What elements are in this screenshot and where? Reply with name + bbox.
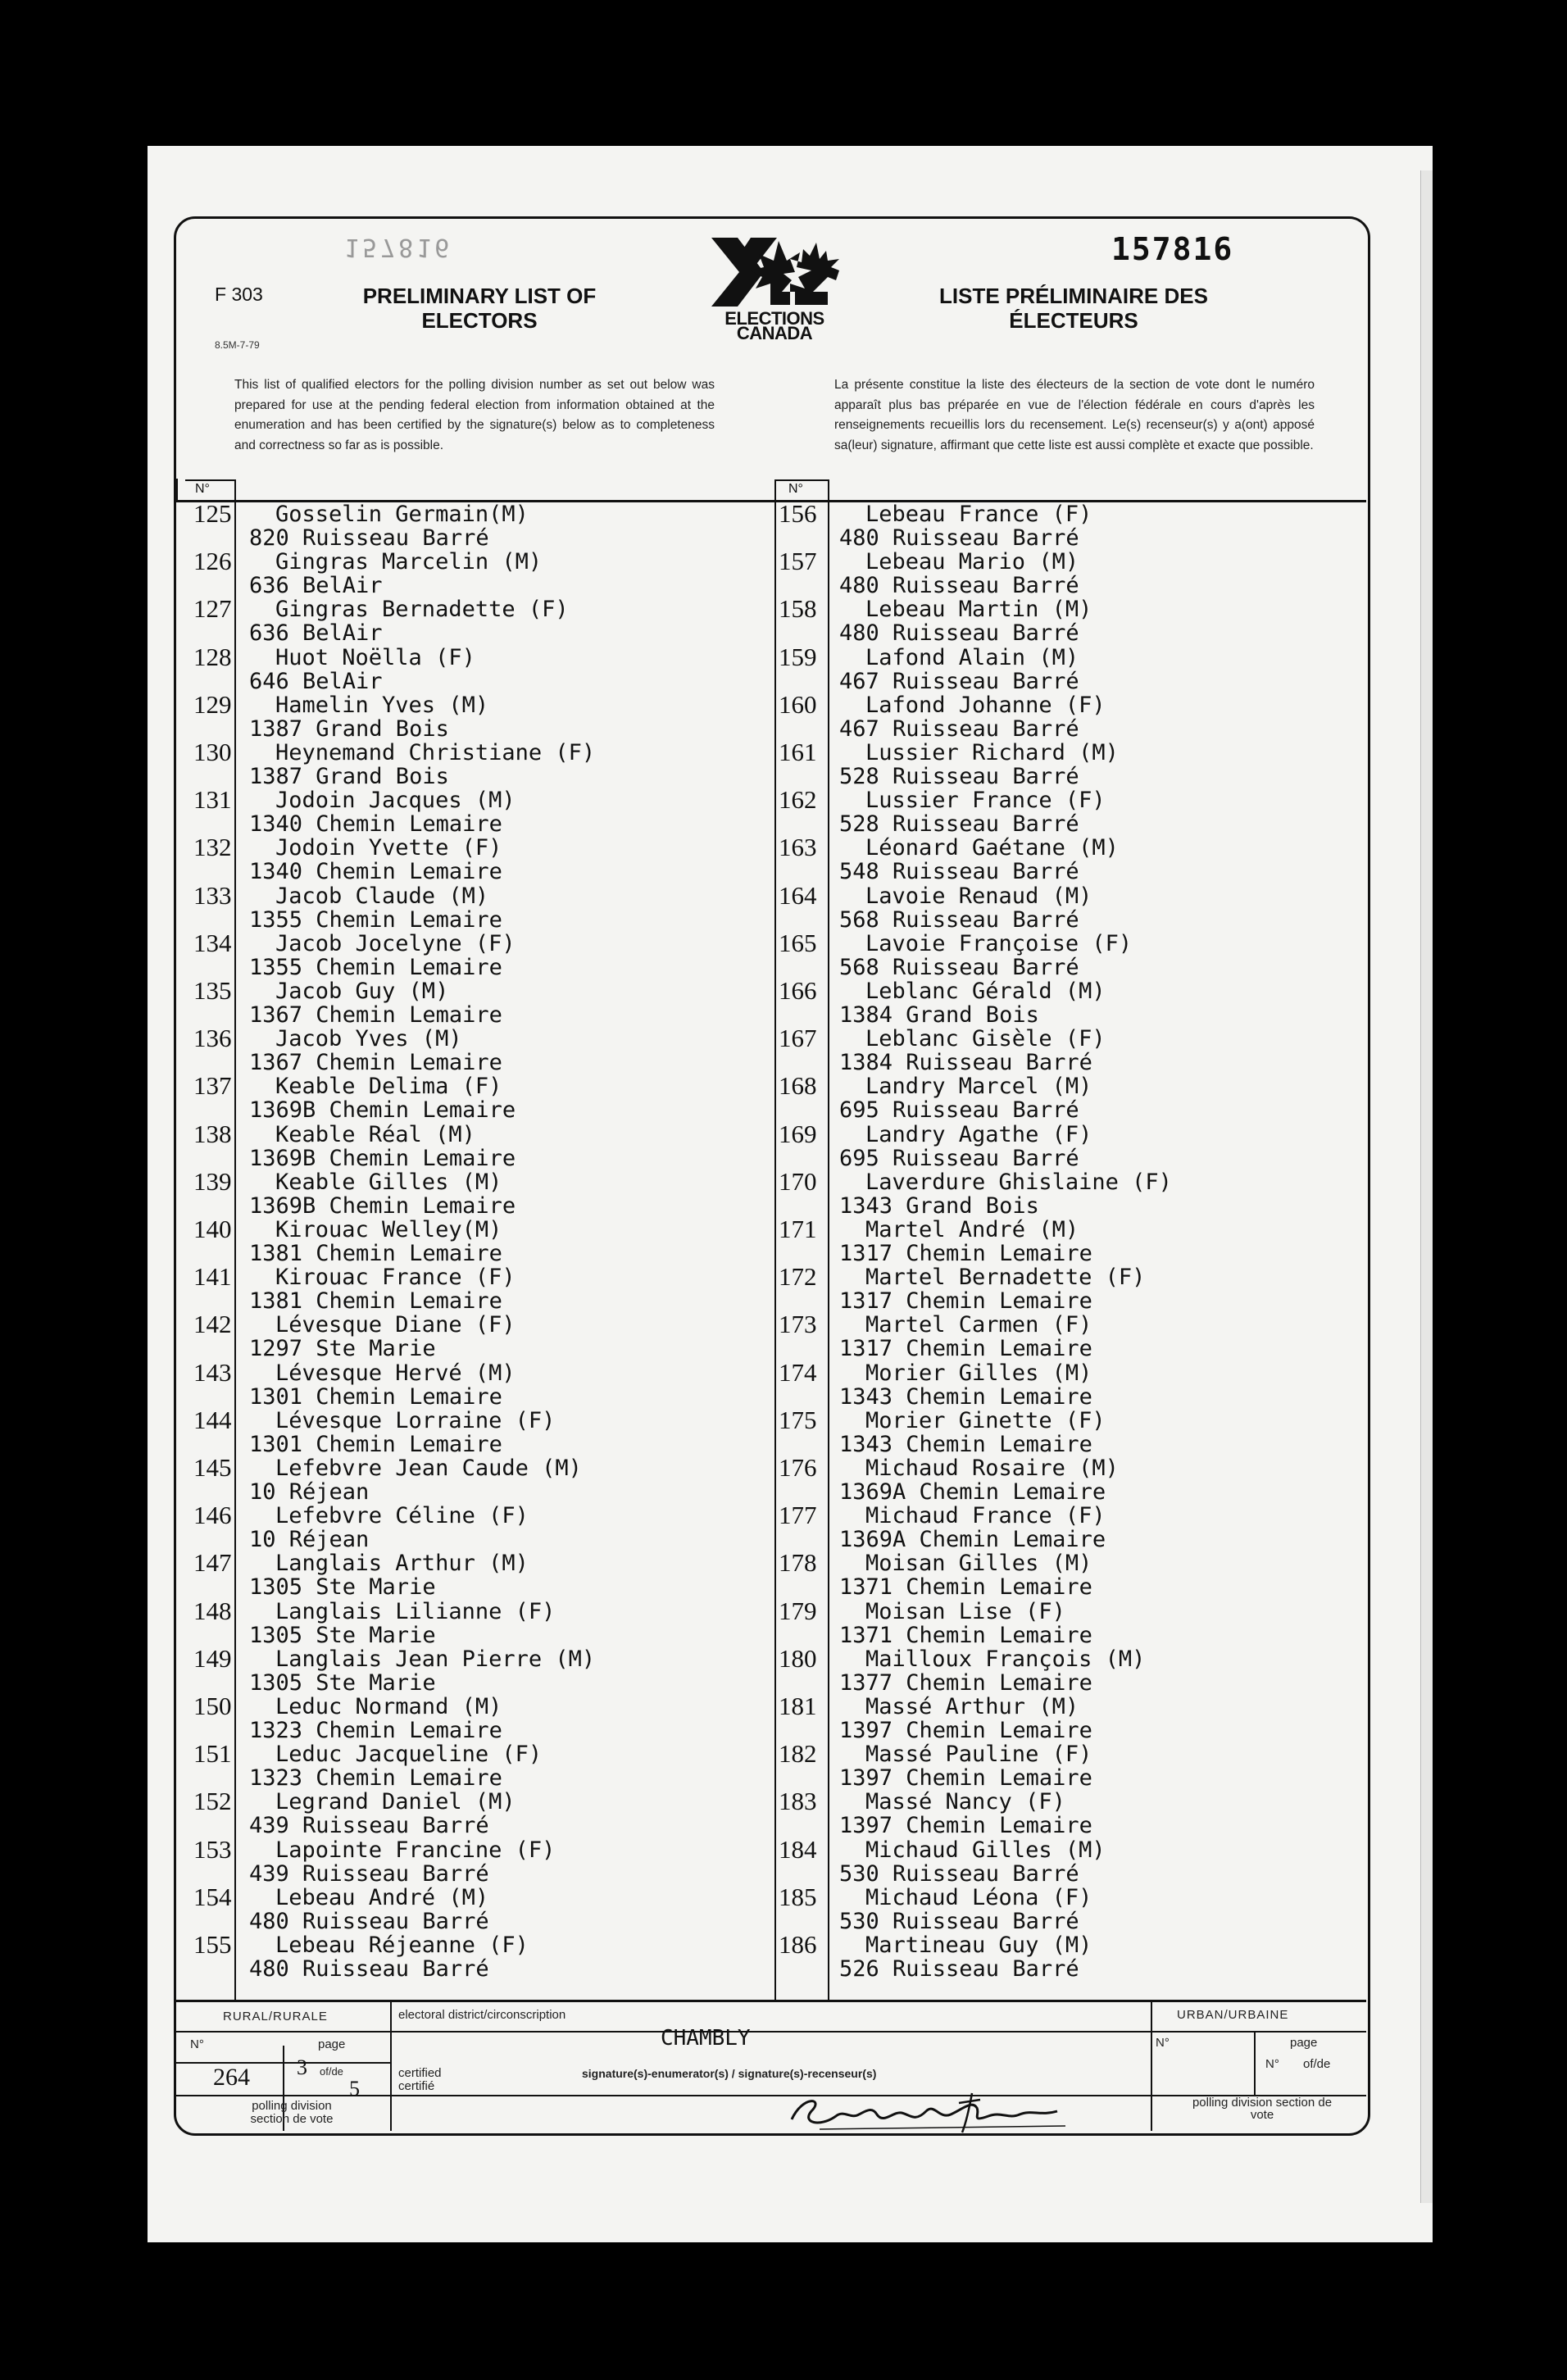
- elector-address: 1317 Chemin Lemaire: [839, 1336, 1092, 1362]
- maple-leaf-x-icon: [705, 234, 844, 308]
- elector-address: 530 Ruisseau Barré: [839, 1860, 1079, 1887]
- elector-name: Leduc Jacqueline (F): [275, 1742, 543, 1768]
- elections-canada-logo: [705, 234, 844, 341]
- entry-number: 180: [779, 1643, 817, 1673]
- elector-name: Legrand Daniel (M): [275, 1789, 516, 1815]
- entry-number: 175: [779, 1405, 817, 1434]
- footer-top-rule: [176, 2000, 1366, 2002]
- elector-name: Leduc Normand (M): [275, 1694, 502, 1719]
- elector-address: 1377 Chemin Lemaire: [839, 1669, 1092, 1696]
- elector-name: Jodoin Yvette (F): [275, 835, 502, 861]
- elector-address: 439 Ruisseau Barré: [249, 1860, 489, 1887]
- elector-address: 568 Ruisseau Barré: [839, 906, 1079, 933]
- elector-address: 1323 Chemin Lemaire: [249, 1765, 502, 1792]
- entry-number: 154: [193, 1882, 232, 1911]
- entry-number: 172: [779, 1262, 817, 1292]
- elector-name: Massé Arthur (M): [865, 1694, 1079, 1719]
- elector-name: Langlais Lilianne (F): [275, 1598, 556, 1624]
- entry-number: 174: [779, 1357, 817, 1387]
- logo-text-canada: CANADA: [736, 323, 813, 343]
- elector-name: Martel André (M): [865, 1217, 1079, 1242]
- elector-name: Lavoie Renaud (M): [865, 883, 1092, 909]
- entry-number: 171: [779, 1215, 817, 1243]
- rural-label: RURAL/RURALE: [223, 2010, 328, 2023]
- entry-number: 134: [193, 928, 232, 957]
- entry-number: 161: [779, 738, 817, 766]
- elector-name: Hamelin Yves (M): [275, 692, 489, 718]
- page-number: 3: [297, 2055, 307, 2079]
- entry-number: 167: [779, 1024, 817, 1053]
- print-code: 8.5M-7-79: [215, 339, 260, 351]
- polling-division-number: 264: [213, 2064, 250, 2091]
- elector-name: Gingras Bernadette (F): [275, 597, 569, 623]
- elector-address: 1384 Ruisseau Barré: [839, 1050, 1092, 1076]
- title-french: LISTE PRÉLIMINAIRE DES ÉLECTEURS: [939, 284, 1208, 333]
- elector-address: 480 Ruisseau Barré: [839, 620, 1079, 647]
- ghost-serial-number: 157816: [344, 233, 453, 261]
- footer-mid-rule: [176, 2031, 1366, 2033]
- elector-address: 1369B Chemin Lemaire: [249, 1192, 516, 1219]
- intro-english: This list of qualified electors for the polling division number as set out below was prepared for use at the pending federal election from information obtained at the enumeration and has been certified by the signature(s) below as to completeness and correctness so far as is possible.: [234, 378, 715, 452]
- polling-division-label: polling division section de vote: [250, 2099, 334, 2126]
- entry-number: 140: [193, 1215, 232, 1243]
- elector-name: Michaud Gilles (M): [865, 1837, 1106, 1863]
- footer-urban-page-divider: [1254, 2033, 1256, 2095]
- entry-number: 136: [193, 1024, 232, 1053]
- num-header-box-left: [185, 479, 234, 481]
- elector-name: Morier Gilles (M): [865, 1360, 1092, 1386]
- footer-rural-divider: [390, 2000, 392, 2131]
- elector-name: Massé Pauline (F): [865, 1742, 1092, 1768]
- elector-name: Lussier Richard (M): [865, 740, 1119, 765]
- entry-number: 133: [193, 880, 232, 910]
- elector-address: 1317 Chemin Lemaire: [839, 1288, 1092, 1315]
- elector-name: Leblanc Gisèle (F): [865, 1026, 1106, 1052]
- elector-address: 1367 Chemin Lemaire: [249, 1050, 502, 1076]
- elector-name: Keable Delima (F): [275, 1074, 502, 1100]
- entry-number: 148: [193, 1596, 232, 1625]
- entry-number: 143: [193, 1357, 232, 1387]
- footer-urban-divider: [1151, 2000, 1152, 2131]
- entry-number: 150: [193, 1692, 232, 1720]
- elector-name: Keable Réal (M): [275, 1121, 475, 1147]
- elector-address: 1397 Chemin Lemaire: [839, 1813, 1092, 1839]
- entry-number: 147: [193, 1548, 232, 1578]
- elector-address: 10 Réjean: [249, 1479, 370, 1505]
- elector-address: 1297 Ste Marie: [249, 1336, 436, 1362]
- elector-name: Moisan Lise (F): [865, 1598, 1065, 1624]
- elector-name: Jacob Jocelyne (F): [275, 930, 516, 956]
- elector-name: Lebeau Martin (M): [865, 597, 1092, 623]
- elector-name: Kirouac France (F): [275, 1265, 516, 1291]
- logo-text-elections: ELECTIONS: [724, 308, 824, 329]
- elector-address: 528 Ruisseau Barré: [839, 764, 1079, 789]
- elector-name: Lefebvre Jean Caude (M): [275, 1456, 582, 1481]
- entry-number: 151: [193, 1739, 232, 1769]
- elector-address: 10 Réjean: [249, 1527, 370, 1553]
- elector-name: Mailloux François (M): [865, 1646, 1146, 1672]
- elector-address: 530 Ruisseau Barré: [839, 1908, 1079, 1934]
- elector-address: 1367 Chemin Lemaire: [249, 1002, 502, 1028]
- urban-page-label: page: [1290, 2036, 1318, 2050]
- elector-address: 636 BelAir: [249, 573, 383, 599]
- entry-number: 185: [779, 1882, 817, 1911]
- electoral-district-value: CHAMBLY: [661, 2026, 751, 2051]
- entry-number: 159: [779, 642, 817, 671]
- elector-name: Keable Gilles (M): [275, 1169, 502, 1195]
- electoral-district-label: electoral district/circonscription: [398, 2008, 566, 2022]
- elector-address: 1381 Chemin Lemaire: [249, 1288, 502, 1315]
- left-number-column-rule: [234, 479, 236, 2001]
- elector-name: Lebeau Réjeanne (F): [275, 1933, 529, 1958]
- entry-number: 166: [779, 976, 817, 1005]
- entry-number: 176: [779, 1453, 817, 1482]
- entry-number: 128: [193, 642, 232, 671]
- elector-name: Morier Ginette (F): [865, 1407, 1106, 1433]
- entry-number: 146: [193, 1501, 232, 1530]
- elector-name: Lapointe Francine (F): [275, 1837, 556, 1863]
- entry-number: 142: [193, 1310, 232, 1339]
- number-header-right: N°: [788, 482, 803, 496]
- elector-name: Jodoin Jacques (M): [275, 788, 516, 814]
- certified-label: certified certifié: [398, 2066, 442, 2093]
- signature-label: signature(s)-enumerator(s) / signature(s)-recenseur(s): [582, 2067, 877, 2080]
- paper-edge: [1420, 170, 1433, 2203]
- elector-address: 439 Ruisseau Barré: [249, 1813, 489, 1839]
- elector-name: Lafond Johanne (F): [865, 692, 1106, 718]
- entry-number: 178: [779, 1548, 817, 1578]
- elector-name: Landry Agathe (F): [865, 1121, 1092, 1147]
- elector-name: Massé Nancy (F): [865, 1789, 1065, 1815]
- urban-of-label: of/de: [1303, 2057, 1331, 2071]
- entry-number: 168: [779, 1071, 817, 1101]
- entry-number: 186: [779, 1930, 817, 1959]
- entry-number: 131: [193, 785, 232, 815]
- elector-name: Lefebvre Céline (F): [275, 1503, 529, 1529]
- entry-number: 135: [193, 976, 232, 1005]
- rural-no-label: N°: [190, 2037, 204, 2051]
- entry-number: 160: [779, 689, 817, 719]
- entry-number: 165: [779, 928, 817, 957]
- title-english: PRELIMINARY LIST OF ELECTORS: [362, 284, 597, 333]
- elector-name: Lévesque Lorraine (F): [275, 1407, 556, 1433]
- elector-address: 1397 Chemin Lemaire: [839, 1718, 1092, 1743]
- serial-number: 157816: [1111, 231, 1234, 267]
- elector-address: 1323 Chemin Lemaire: [249, 1718, 502, 1743]
- elector-name: Martineau Guy (M): [865, 1933, 1092, 1958]
- entry-number: 145: [193, 1453, 232, 1482]
- entry-number: 127: [193, 594, 232, 624]
- urban-polling-division-label: polling division section de vote: [1192, 2096, 1333, 2122]
- elector-address: 636 BelAir: [249, 620, 383, 647]
- table-left-tick: [176, 479, 178, 502]
- elector-name: Kirouac Welley(M): [275, 1217, 502, 1242]
- elector-address: 1301 Chemin Lemaire: [249, 1431, 502, 1457]
- elector-address: 1340 Chemin Lemaire: [249, 811, 502, 838]
- entry-number: 132: [193, 833, 232, 862]
- entry-number: 183: [779, 1787, 817, 1816]
- enumerator-signature: [787, 2087, 1082, 2136]
- entry-number: 130: [193, 738, 232, 766]
- form-code: F 303: [215, 284, 263, 305]
- elector-name: Gosselin Germain(M): [275, 502, 529, 527]
- elector-address: 820 Ruisseau Barré: [249, 525, 489, 551]
- elector-name: Jacob Guy (M): [275, 979, 449, 1004]
- elector-address: 1305 Ste Marie: [249, 1574, 436, 1601]
- num-header-box-right: [774, 479, 829, 481]
- elector-address: 1397 Chemin Lemaire: [839, 1765, 1092, 1792]
- elector-name: Jacob Claude (M): [275, 883, 489, 909]
- entry-number: 137: [193, 1071, 232, 1101]
- elector-address: 480 Ruisseau Barré: [249, 1956, 489, 1982]
- entry-number: 163: [779, 833, 817, 862]
- entry-number: 139: [193, 1166, 232, 1196]
- elector-address: 1371 Chemin Lemaire: [839, 1622, 1092, 1648]
- elector-name: Lebeau France (F): [865, 502, 1092, 527]
- elector-name: Leblanc Gérald (M): [865, 979, 1106, 1004]
- elector-address: 1355 Chemin Lemaire: [249, 906, 502, 933]
- elector-address: 467 Ruisseau Barré: [839, 668, 1079, 694]
- elector-name: Lebeau Mario (M): [865, 549, 1079, 575]
- elector-address: 695 Ruisseau Barré: [839, 1097, 1079, 1124]
- entry-number: 157: [779, 547, 817, 576]
- elector-address: 480 Ruisseau Barré: [839, 525, 1079, 551]
- elector-address: 1343 Chemin Lemaire: [839, 1383, 1092, 1410]
- elector-address: 568 Ruisseau Barré: [839, 954, 1079, 980]
- elector-name: Michaud France (F): [865, 1503, 1106, 1529]
- elector-address: 1369B Chemin Lemaire: [249, 1145, 516, 1171]
- entry-number: 155: [193, 1930, 232, 1959]
- elector-address: 1381 Chemin Lemaire: [249, 1241, 502, 1266]
- elector-address: 1371 Chemin Lemaire: [839, 1574, 1092, 1601]
- entry-number: 125: [193, 499, 232, 528]
- elector-name: Gingras Marcelin (M): [275, 549, 543, 575]
- elector-name: Lévesque Hervé (M): [275, 1360, 516, 1386]
- elector-name: Léonard Gaétane (M): [865, 835, 1119, 861]
- elector-name: Martel Bernadette (F): [865, 1265, 1146, 1291]
- elector-name: Heynemand Christiane (F): [275, 740, 596, 765]
- entry-number: 177: [779, 1501, 817, 1530]
- elector-address: 1387 Grand Bois: [249, 715, 449, 742]
- entry-number: 184: [779, 1834, 817, 1864]
- elector-name: Michaud Léona (F): [865, 1884, 1092, 1910]
- elector-name: Jacob Yves (M): [275, 1026, 462, 1052]
- elector-name: Langlais Jean Pierre (M): [275, 1646, 596, 1672]
- elector-address: 1343 Grand Bois: [839, 1192, 1039, 1219]
- elector-address: 548 Ruisseau Barré: [839, 859, 1079, 885]
- entry-number: 141: [193, 1262, 232, 1292]
- elector-address: 1387 Grand Bois: [249, 764, 449, 789]
- elector-address: 1305 Ste Marie: [249, 1622, 436, 1648]
- elector-address: 646 BelAir: [249, 668, 383, 694]
- entry-number: 152: [193, 1787, 232, 1816]
- entry-number: 181: [779, 1692, 817, 1720]
- elector-address: 1369A Chemin Lemaire: [839, 1479, 1106, 1505]
- elector-address: 695 Ruisseau Barré: [839, 1145, 1079, 1171]
- elector-address: 526 Ruisseau Barré: [839, 1956, 1079, 1982]
- urban-no-label: N°: [1156, 2036, 1170, 2050]
- entry-number: 129: [193, 689, 232, 719]
- entry-number: 138: [193, 1119, 232, 1148]
- elector-address: 480 Ruisseau Barré: [839, 573, 1079, 599]
- elector-address: 1301 Chemin Lemaire: [249, 1383, 502, 1410]
- right-number-column-rule: [828, 479, 829, 2001]
- elector-name: Laverdure Ghislaine (F): [865, 1169, 1172, 1195]
- elector-name: Landry Marcel (M): [865, 1074, 1092, 1100]
- entry-number: 182: [779, 1739, 817, 1769]
- entry-number: 170: [779, 1166, 817, 1196]
- center-column-rule: [774, 479, 776, 2001]
- elector-name: Michaud Rosaire (M): [865, 1456, 1119, 1481]
- elector-name: Huot Noëlla (F): [275, 644, 475, 670]
- urban-label: URBAN/URBAINE: [1177, 2008, 1289, 2022]
- entry-number: 169: [779, 1119, 817, 1148]
- entry-number: 126: [193, 547, 232, 576]
- elector-address: 1355 Chemin Lemaire: [249, 954, 502, 980]
- entry-number: 164: [779, 880, 817, 910]
- rural-of-label: of/de: [320, 2065, 343, 2078]
- entry-number: 156: [779, 499, 817, 528]
- entry-number: 179: [779, 1596, 817, 1625]
- entry-number: 149: [193, 1643, 232, 1673]
- elector-address: 1369B Chemin Lemaire: [249, 1097, 516, 1124]
- elector-address: 1317 Chemin Lemaire: [839, 1241, 1092, 1266]
- elector-address: 1369A Chemin Lemaire: [839, 1527, 1106, 1553]
- elector-address: 467 Ruisseau Barré: [839, 715, 1079, 742]
- rural-page-label: page: [318, 2037, 346, 2051]
- entry-number: 158: [779, 594, 817, 624]
- elector-name: Langlais Arthur (M): [275, 1551, 529, 1577]
- entry-number: 162: [779, 785, 817, 815]
- elector-address: 1384 Grand Bois: [839, 1002, 1039, 1028]
- entry-number: 153: [193, 1834, 232, 1864]
- urban-page-no-label: N°: [1265, 2057, 1279, 2071]
- elector-address: 528 Ruisseau Barré: [839, 811, 1079, 838]
- elector-name: Lavoie Françoise (F): [865, 930, 1133, 956]
- elector-name: Lussier France (F): [865, 788, 1106, 814]
- elector-name: Martel Carmen (F): [865, 1312, 1092, 1338]
- elector-address: 480 Ruisseau Barré: [249, 1908, 489, 1934]
- page-total: 5: [349, 2077, 360, 2101]
- elector-address: 1343 Chemin Lemaire: [839, 1431, 1092, 1457]
- intro-french: La présente constitue la liste des électeurs de la section de vote dont le numéro apparaît plus bas préparée en vue de l'élection fédérale en cours d'après les renseignements recueillis lors du recensement. Le(s) recenseur(s) y a(ont) apposé sa(leur) signature, affirmant que cette liste est aussi complète et exacte que possible.: [834, 378, 1315, 452]
- elector-name: Lebeau André (M): [275, 1884, 489, 1910]
- elector-name: Lévesque Diane (F): [275, 1312, 516, 1338]
- elector-address: 1305 Ste Marie: [249, 1669, 436, 1696]
- elector-address: 1340 Chemin Lemaire: [249, 859, 502, 885]
- entry-number: 144: [193, 1405, 232, 1434]
- entry-number: 173: [779, 1310, 817, 1339]
- number-header-left: N°: [195, 482, 210, 496]
- elector-name: Moisan Gilles (M): [865, 1551, 1092, 1577]
- elector-name: Lafond Alain (M): [865, 644, 1079, 670]
